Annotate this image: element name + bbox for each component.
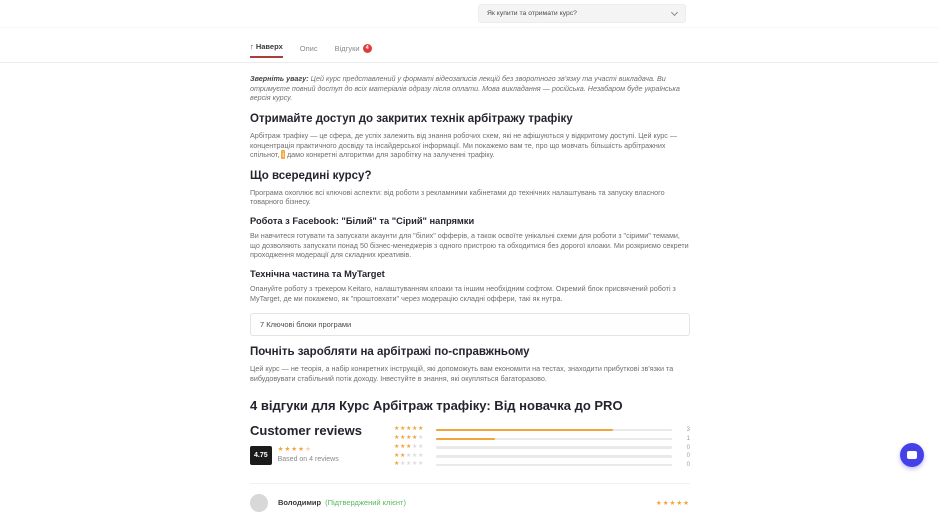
section-body-facebook: Ви навчитеся готувати та запускати акаунти для "білих" офферів, а також освоїте унікальні схеми для роботи з "сірими" темами, що дозволяють запускати понад 50 бізнес-менеджерів з одного пристрою та обходитися без дорогої клоаки. Ми розкриємо секрети проходження модерації для складних креативів. [250, 231, 689, 260]
star-filled-icon: ★ [400, 434, 406, 441]
rating-count: 3 [686, 427, 690, 433]
star-filled-icon: ★ [406, 434, 412, 441]
star-filled-icon: ★ [400, 426, 406, 433]
rating-bar [436, 429, 672, 432]
how-to-buy-dropdown[interactable] [478, 4, 686, 23]
notice-body: Цей курс представлений у форматі відеозаписів лекцій без зворотного зв'язку та участі викладача. Ви отримуєте повний доступ до всіх матеріалів одразу після оплати. Мова викладання — російська. Незабаром буде українська версія курсу. [250, 74, 680, 103]
chat-widget-button[interactable] [900, 443, 924, 467]
rating-distribution-row [394, 461, 690, 470]
rating-bar [436, 464, 672, 467]
star-empty-icon: ★ [418, 461, 424, 468]
rating-distribution-row [394, 452, 690, 461]
star-filled-icon: ★ [418, 426, 424, 433]
customer-reviews-title: Customer reviews [250, 422, 362, 438]
how-to-buy-dropdown-label: Як купити та отримати курс? [487, 10, 577, 17]
tab-reviews-label: Відгуки [334, 44, 360, 53]
star-filled-icon: ★ [394, 434, 400, 441]
customer-reviews-left [250, 423, 378, 470]
rating-count: 0 [686, 453, 690, 460]
star-filled-icon: ★ [394, 443, 400, 450]
section-heading-facebook: Робота з Facebook: "Білий" та "Сірий" напрямки [250, 216, 475, 227]
star-filled-icon: ★ [406, 426, 412, 433]
rating-row-stars [394, 462, 428, 468]
section-body-access-post: дамо конкретні алгоритми для заробітку на залученні трафіку. [286, 150, 495, 160]
star-filled-icon: ★ [298, 446, 305, 454]
rating-bar-fill [436, 429, 613, 432]
star-empty-icon: ★ [412, 452, 418, 459]
star-empty-icon: ★ [406, 452, 412, 459]
rating-distribution-row [394, 434, 690, 443]
star-filled-icon: ★ [676, 499, 684, 507]
section-tabs [250, 42, 372, 58]
tab-description-label: Опис [299, 44, 318, 53]
rating-distribution-row [394, 426, 690, 435]
rating-row-stars [394, 445, 428, 451]
rating-count: 1 [686, 435, 690, 442]
star-filled-icon: ★ [291, 446, 299, 454]
star-empty-icon: ★ [418, 443, 424, 450]
course-notice [250, 74, 690, 103]
rating-distribution [394, 423, 690, 470]
rating-bar-fill [436, 438, 495, 441]
highlighted-text: і [282, 150, 284, 160]
tab-back-to-top-label: ↑ Наверх [250, 42, 283, 51]
notice-lead: Зверніть увагу: [250, 74, 309, 83]
tab-reviews[interactable] [335, 44, 372, 58]
program-blocks-accordion-label: 7 Ключові блоки програми [260, 320, 352, 330]
star-filled-icon: ★ [277, 446, 285, 454]
average-score: 4.75 [250, 446, 272, 465]
star-filled-icon: ★ [406, 443, 412, 450]
star-filled-icon: ★ [394, 426, 400, 433]
section-body-inside: Програма охоплює всі ключові аспекти: від роботи з рекламними кабінетами до технічних налаштувань та запуску власного товарного бізнесу. [250, 187, 665, 207]
rating-bar [436, 438, 672, 441]
section-heading-access: Отримайте доступ до закритих технік арбітражу трафіку [250, 112, 573, 125]
star-filled-icon: ★ [394, 452, 400, 459]
section-body-earn: Цей курс — не теорія, а набір конкретних інструкцій, які допоможуть вам економити на тестах, знаходити прибуткові зв'язки та вибудовувати стабільний потік доходу. Інвестуйте в знання, які окупляться багаторазово. [250, 364, 674, 383]
score-row [250, 446, 378, 465]
section-heading-inside: Що всередині курсу? [250, 169, 372, 182]
rating-distribution-row [394, 443, 690, 452]
tab-back-to-top[interactable] [250, 42, 283, 58]
section-body-mytarget: Опануйте роботу з трекером Keitaro, налаштуванням клоаки та іншим необхідним софтом. Окремий блок присвячений роботі з MyTarget, де ми покажемо, як "проштовхати" через модерацію складні оффери, такі як нутра. [250, 284, 676, 303]
tab-description[interactable] [300, 44, 318, 58]
chat-bubble-icon [907, 451, 917, 459]
star-empty-icon: ★ [400, 461, 406, 468]
section-body-access [250, 131, 690, 160]
star-empty-icon: ★ [418, 434, 424, 441]
rating-count: 0 [686, 444, 690, 451]
section-body-access-pre: Арбітраж трафіку — це сфера, де успіх залежить від знання робочих схем, які не афішуються у відкритому доступі. Цей курс — концентрація практичного досвіду та інсайдерської інформації. Ми покажемо вам те, про що мовчать більшість арбітражних спільнот, [250, 130, 678, 160]
section-heading-earn: Почніть заробляти на арбітражі по-справжньому [250, 346, 530, 359]
rating-row-stars [394, 436, 428, 442]
star-empty-icon: ★ [412, 461, 418, 468]
top-bar [0, 0, 938, 28]
star-filled-icon: ★ [683, 499, 690, 507]
review-stars [656, 499, 690, 507]
based-on-label: Based on 4 reviews [277, 455, 339, 463]
summary-stars [278, 447, 339, 454]
rating-bar [436, 455, 672, 458]
program-blocks-accordion[interactable] [250, 313, 690, 336]
star-filled-icon: ★ [662, 499, 670, 507]
reviews-section-heading: 4 відгуки для Курс Арбітраж трафіку: Від новачка до PRO [250, 397, 623, 413]
star-filled-icon: ★ [655, 499, 663, 507]
star-filled-icon: ★ [400, 452, 406, 459]
rating-bar [436, 446, 672, 449]
review-item [250, 483, 690, 512]
star-empty-icon: ★ [418, 452, 424, 459]
star-filled-icon: ★ [400, 443, 406, 450]
star-filled-icon: ★ [284, 446, 292, 454]
section-heading-mytarget: Технічна частина та MyTarget [250, 269, 385, 280]
customer-reviews-summary [250, 423, 690, 470]
star-filled-icon: ★ [394, 461, 400, 468]
reviews-count-badge: 4 [363, 44, 372, 53]
star-filled-icon: ★ [669, 499, 677, 507]
reviewer-name: Володимир [278, 498, 322, 508]
course-description [250, 63, 690, 512]
star-filled-icon: ★ [412, 426, 418, 433]
verified-customer-label: (Підтверджений клієнт) [325, 498, 406, 508]
star-empty-icon: ★ [412, 443, 418, 450]
chevron-down-icon [671, 8, 678, 15]
star-empty-icon: ★ [304, 446, 312, 454]
star-filled-icon: ★ [412, 434, 418, 441]
rating-row-stars [394, 454, 428, 460]
score-meta [278, 447, 339, 463]
rating-count: 0 [686, 462, 690, 469]
rating-row-stars [394, 427, 428, 433]
reviewer-avatar [250, 494, 268, 512]
star-empty-icon: ★ [406, 461, 412, 468]
